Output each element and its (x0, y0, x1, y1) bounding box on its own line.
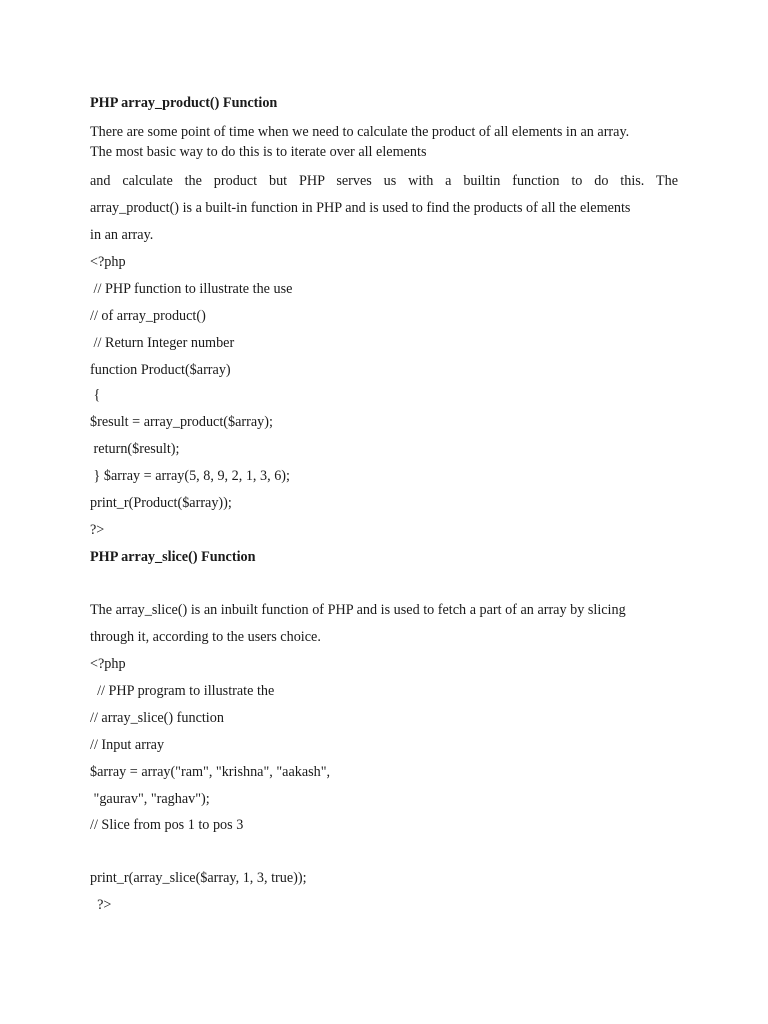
code-line: // Input array (90, 737, 165, 753)
paragraph-line-1: and calculate the product but PHP serves us with a builtin function to do this. The (90, 173, 678, 189)
code-line: } $array = array(5, 8, 9, 2, 1, 3, 6); (90, 468, 290, 484)
code-line: $array = array("ram", "krishna", "aakash", (90, 764, 331, 780)
code-line: // Return Integer number (90, 335, 235, 351)
section-heading-array-product: PHP array_product() Function (90, 95, 278, 111)
paragraph-line-3: in an array. (90, 227, 154, 243)
code-line: print_r(Product($array)); (90, 495, 232, 511)
code-line: ?> (90, 897, 112, 913)
intro-text-line-1: There are some point of time when we need to calculate the product of all elements in an array. (90, 124, 630, 140)
code-line: function Product($array) (90, 362, 231, 378)
paragraph-line-1: The array_slice() is an inbuilt function of PHP and is used to fetch a part of an array by slicing (90, 602, 626, 618)
code-line: // array_slice() function (90, 710, 224, 726)
code-line: return($result); (90, 441, 180, 457)
intro-text-line-2: The most basic way to do this is to iterate over all elements (90, 144, 427, 160)
code-line: { (90, 387, 101, 403)
code-line: ?> (90, 522, 105, 538)
section-heading-array-slice: PHP array_slice() Function (90, 549, 256, 565)
code-line: <?php (90, 656, 126, 672)
paragraph-line-2: array_product() is a built-in function in PHP and is used to find the products of all the elements (90, 200, 631, 216)
code-line: // Slice from pos 1 to pos 3 (90, 817, 244, 833)
code-line: // PHP function to illustrate the use (90, 281, 293, 297)
code-line: <?php (90, 254, 126, 270)
document-page (90, 0, 680, 1024)
code-line: $result = array_product($array); (90, 414, 273, 430)
code-line: // PHP program to illustrate the (90, 683, 275, 699)
code-line: // of array_product() (90, 308, 206, 324)
code-line: print_r(array_slice($array, 1, 3, true)); (90, 870, 307, 886)
code-line: "gaurav", "raghav"); (90, 791, 210, 807)
paragraph-line-2: through it, according to the users choice. (90, 629, 321, 645)
